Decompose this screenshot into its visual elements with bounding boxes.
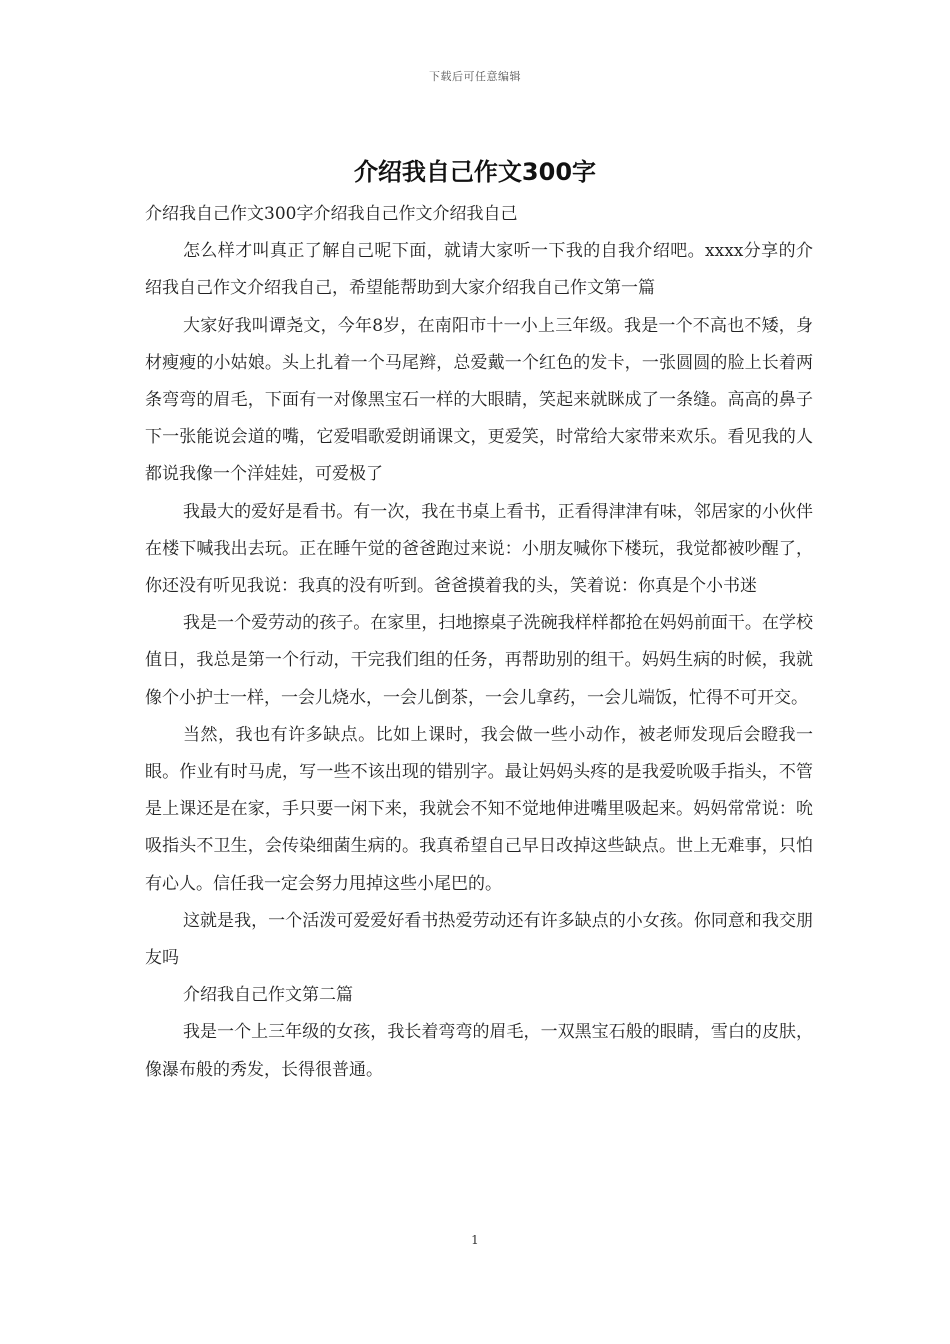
chores-paragraph: 我是一个爱劳动的孩子。在家里，扫地擦桌子洗碗我样样都抢在妈妈前面干。在学校值日，我总是第一个行动，干完我们组的任务，再帮助别的组干。妈妈生病的时候，我就像个小护士一样，一会儿烧水，一会儿倒茶，一会儿拿药，一会儿端饭，忙得不可开交。: [145, 613, 813, 708]
section-heading: 介绍我自己作文第二篇: [183, 985, 353, 1006]
document-title: 介绍我自己作文300字: [353, 158, 597, 186]
shortcomings-paragraph: 当然，我也有许多缺点。比如上课时，我会做一些小动作，被老师发现后会瞪我一眼。作业有时马虎，写一些不该出现的错别字。最让妈妈头疼的是我爱吮吸手指头，不管是上课还是在家，手只要一闲下来，我就会不知不觉地伸进嘴里吸起来。妈妈常常说：吮吸指头不卫生，会传染细菌生病的。我真希望自己早日改掉这些缺点。世上无难事，只怕有心人。信任我一定会努力甩掉这些小尾巴的。: [145, 724, 813, 894]
self-description-paragraph: 大家好我叫谭尧文，今年8岁，在南阳市十一小上三年级。我是一个不高也不矮，身材瘦瘦的小姑娘。头上扎着一个马尾辫，总爱戴一个红色的发卡，一张圆圆的脸上长着两条弯弯的眉毛，下面有一对像黑宝石一样的大眼睛，笑起来就眯成了一条缝。高高的鼻子下一张能说会道的嘴，它爱唱歌爱朗诵课文，更爱笑，时常给大家带来欢乐。看见我的人都说我像一个洋娃娃，可爱极了: [145, 315, 813, 485]
page-number: 1: [471, 1233, 479, 1247]
hobby-paragraph: 我最大的爱好是看书。有一次，我在书桌上看书，正看得津津有味，邻居家的小伙伴在楼下喊我出去玩。正在睡午觉的爸爸跑过来说：小朋友喊你下楼玩，我觉都被吵醒了，你还没有听见我说：我真的没有听到。爸爸摸着我的头，笑着说：你真是个小书迷: [145, 501, 813, 597]
closing-paragraph: 这就是我，一个活泼可爱爱好看书热爱劳动还有许多缺点的小女孩。你同意和我交朋友吗: [145, 910, 813, 969]
intro-paragraph: 怎么样才叫真正了解自己呢下面，就请大家听一下我的自我介绍吧。xxxx分享的介绍我自己作文介绍我自己，希望能帮助到大家介绍我自己作文第一篇: [145, 241, 813, 299]
page-header: 下载后可任意编辑: [429, 70, 521, 83]
document-body: [145, 196, 813, 1089]
second-essay-paragraph: 我是一个上三年级的女孩，我长着弯弯的眉毛，一双黑宝石般的眼睛，雪白的皮肤，像瀑布般的秀发，长得很普通。: [145, 1022, 813, 1080]
subtitle-line: 介绍我自己作文300字介绍我自己作文介绍我自己: [145, 204, 518, 224]
